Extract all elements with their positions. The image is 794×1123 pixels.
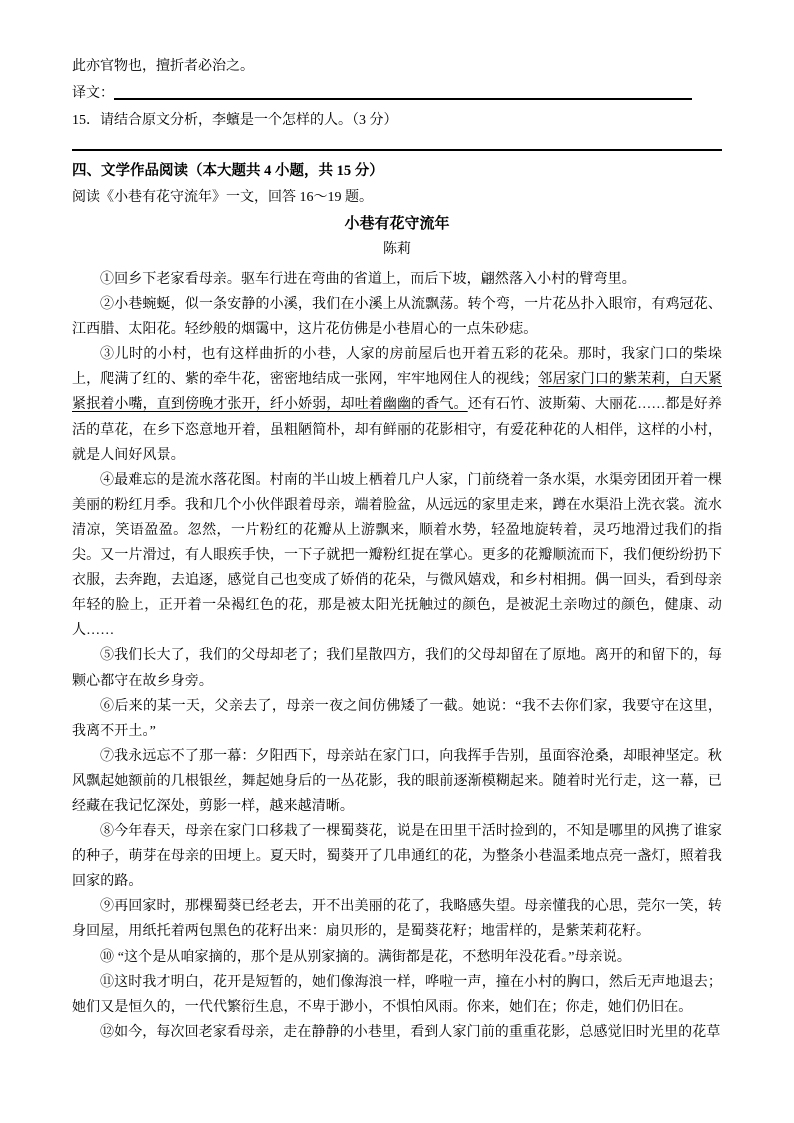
article-paragraph-12: ⑫如今，每次回老家看母亲，走在静静的小巷里，看到人家门前的重重花影，总感觉旧时光里的花草 [100, 1024, 721, 1040]
paragraph-3-text-before: ③儿时的小村，也有这样曲折的小巷，人家的房前屋后也开着五彩的花朵。那时，我家门口的柴垛上，爬满了红的、紫的牵牛花，密密地结成一张网，牢牢地网住人的视线； [72, 347, 722, 388]
article-title: 小巷有花守流年 [344, 216, 450, 232]
translation-line [72, 80, 722, 107]
translation-label: 译文： [72, 86, 114, 101]
section-heading: 四、文学作品阅读（本大题共 4 小题，共 15 分） [72, 163, 384, 179]
article-paragraph-9: ⑨再回家时，那棵蜀葵已经老去，开不出美丽的花了，我略感失望。母亲懂我的心思，莞尔一笑，转身回屋，用纸托着两包黑色的花籽出来：扇贝形的，是蜀葵花籽；地雷样的，是紫茉莉花籽。 [72, 899, 722, 940]
paragraph-3-text-after: 还有石竹、波斯菊、大丽花……都是好养活的草花，在乡下恣意地开着，虽粗陋简朴，却有鲜丽的花影相守，有爱花种花的人相伴，这样的小村，就是人间好风景。 [72, 397, 722, 463]
classical-quote-line: 此亦官物也，擅折者必治之。 [72, 59, 254, 74]
reading-instruction: 阅读《小巷有花守流年》一文，回答 16～19 题。 [72, 190, 373, 205]
article-paragraph-7: ⑦我永远忘不了那一幕：夕阳西下，母亲站在家门口，向我挥手告别，虽面容沧桑，却眼神坚定。秋风飘起她额前的几根银丝，舞起她身后的一丛花影，我的眼前逐渐模糊起来。随着时光行走，这一幕，已经藏在我记忆深处，剪影一样，越来越清晰。 [72, 748, 722, 814]
article-paragraph-1: ①回乡下老家看母亲。驱车行进在弯曲的省道上，而后下坡，翩然落入小村的臂弯里。 [100, 272, 636, 287]
question-15: 15．请结合原文分析，李蠙是一个怎样的人。（3 分） [72, 113, 398, 128]
translation-blank-underline [114, 84, 692, 100]
article-author: 陈莉 [383, 242, 411, 257]
paragraph-3-underlined-text: 邻居家门口的紫茉莉，白天紧紧抿着小嘴，直到傍晚才张开，纤小娇弱，却吐着幽幽的香气。 [72, 372, 722, 413]
article-paragraph-11: ⑪这时我才明白，花开是短暂的，她们像海浪一样，哗啦一声，撞在小村的胸口，然后无声地退去；她们又是恒久的，一代代繁衍生息，不卑于渺小，不惧怕风雨。你来，她们在；你走，她们仍旧在。 [72, 974, 722, 1015]
article-paragraph-3 [72, 342, 722, 467]
article-paragraph-4: ④最难忘的是流水落花图。村南的半山坡上栖着几户人家，门前绕着一条水渠，水渠旁团团开着一棵美丽的粉红月季。我和几个小伙伴跟着母亲，端着脸盆，从远远的家里走来，蹲在水渠沿上洗衣裳。流水清凉，笑语盈盈。忽然，一片粉红的花瓣从上游飘来，顺着水势，轻盈地旋转着，灵巧地滑过我们的指尖。又一片滑过，有人眼疾手快，一下子就把一瓣粉红捉在掌心。更多的花瓣顺流而下，我们便纷纷扔下衣服，去奔跑，去追逐，感觉自己也变成了娇俏的花朵，与微风嬉戏，和乡村相拥。偶一回头，看到母亲年轻的脸上，正开着一朵褐红色的花，那是被太阳光抚触过的颜色，是被泥土亲吻过的颜色，健康、动人…… [72, 472, 722, 639]
article-paragraph-5: ⑤我们长大了，我们的父母却老了；我们星散四方，我们的父母却留在了原地。离开的和留下的，每颗心都守在故乡身旁。 [72, 648, 722, 689]
article-paragraph-6: ⑥后来的某一天，父亲去了，母亲一夜之间仿佛矮了一截。她说：“我不去你们家，我要守在这里，我离不开土。” [72, 698, 722, 739]
article-paragraph-8: ⑧今年春天，母亲在家门口移栽了一棵蜀葵花，说是在田里干活时捡到的，不知是哪里的风携了谁家的种子，萌芽在母亲的田埂上。夏天时，蜀葵开了几串通红的花，为整条小巷温柔地点亮一盏灯，照着我回家的路。 [72, 824, 722, 890]
article-paragraph-10: ⑩ “这个是从咱家摘的，那个是从别家摘的。满街都是花，不愁明年没花看。”母亲说。 [100, 949, 631, 965]
section-divider-rule [72, 149, 722, 151]
article-paragraph-2: ②小巷蜿蜒，似一条安静的小溪，我们在小溪上从流飘荡。转个弯，一片花丛扑入眼帘，有鸡冠花、江西腊、太阳花。轻纱般的烟霭中，这片花仿佛是小巷眉心的一点朱砂痣。 [72, 297, 722, 338]
